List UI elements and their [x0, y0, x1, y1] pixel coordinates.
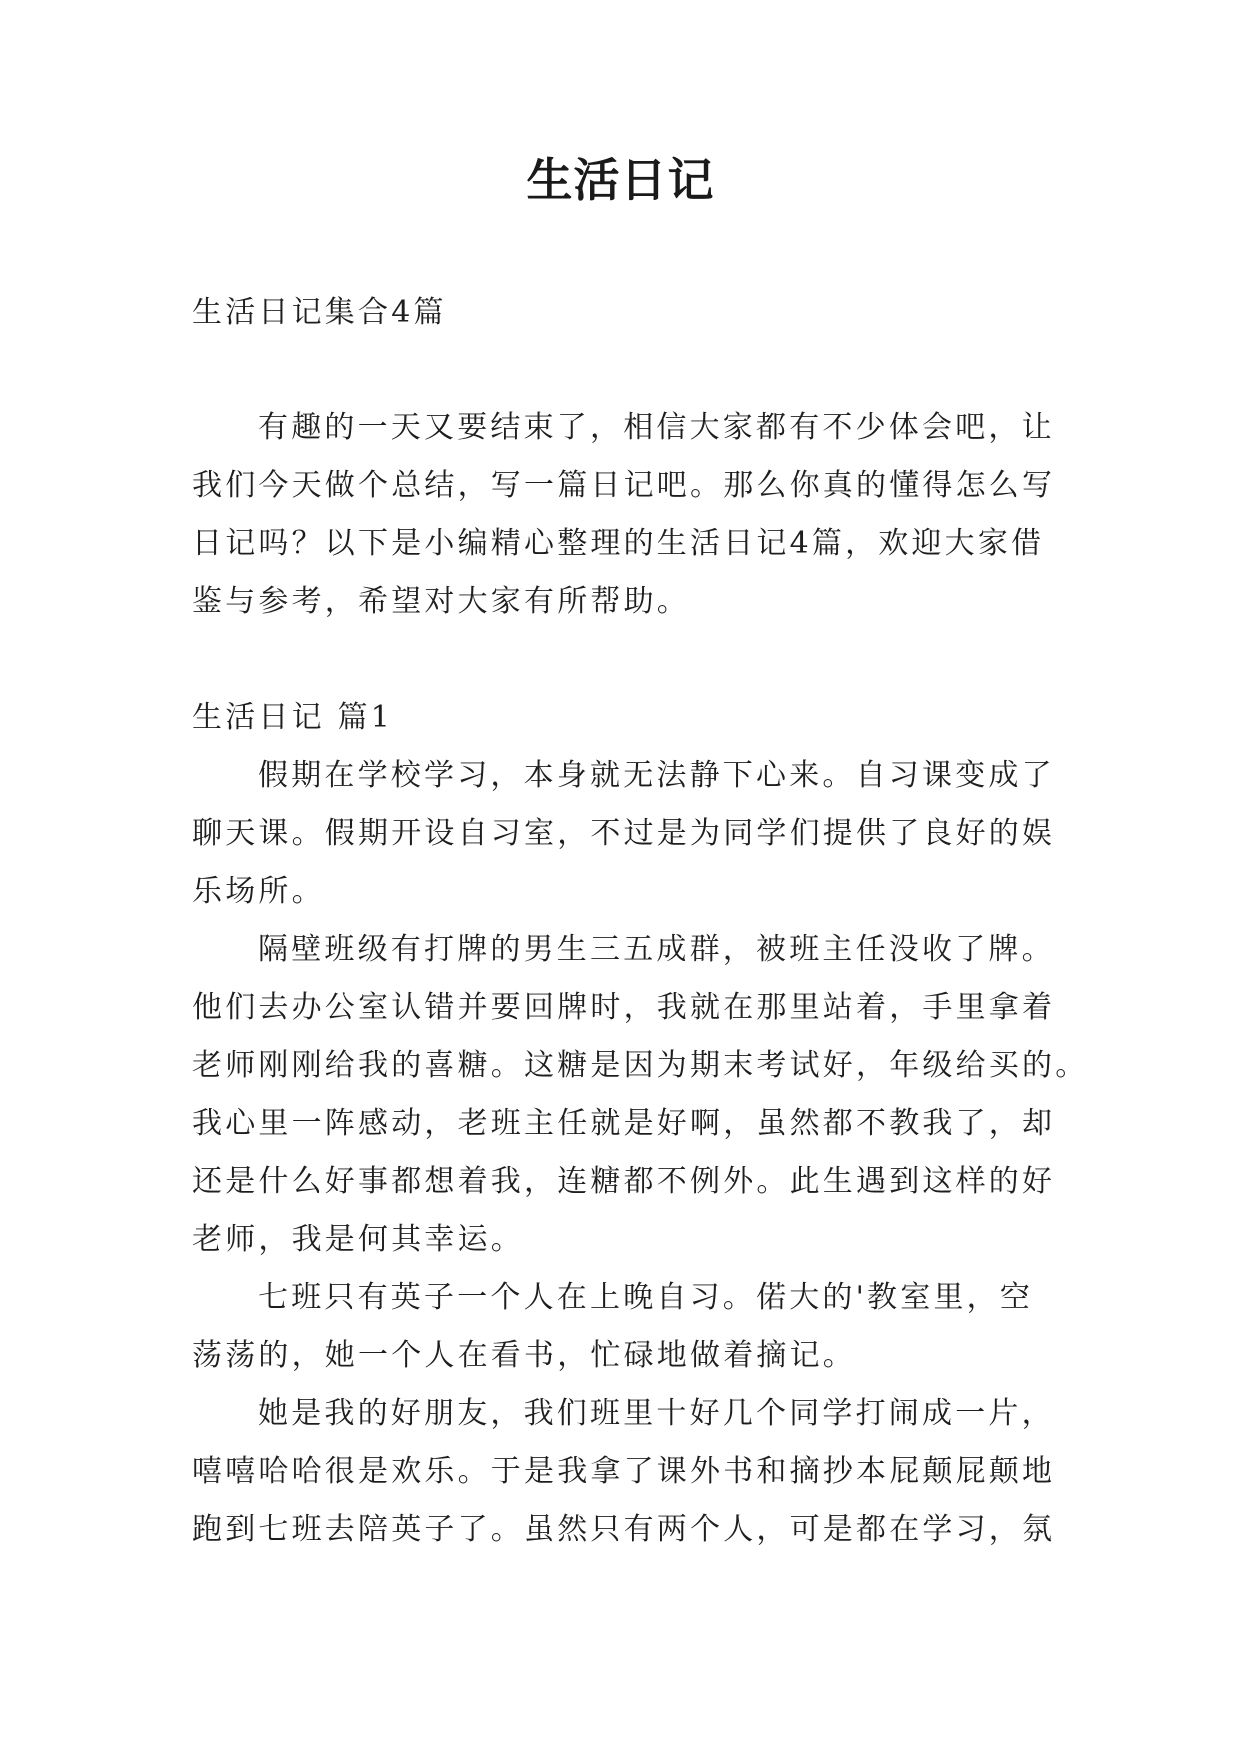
document-title: 生活日记 [526, 153, 715, 207]
intro-line: 我们今天做个总结，写一篇日记吧。那么你真的懂得怎么写 [192, 468, 1056, 503]
body-line: 嘻嘻哈哈很是欢乐。于是我拿了课外书和摘抄本屁颠屁颠地 [192, 1454, 1056, 1489]
body-line: 还是什么好事都想着我，连糖都不例外。此生遇到这样的好 [192, 1164, 1056, 1199]
intro-line: 鉴与参考，希望对大家有所帮助。 [192, 584, 690, 619]
document-subtitle: 生活日记集合4篇 [192, 295, 447, 330]
body-line: 七班只有英子一个人在上晚自习。偌大的'教室里，空 [258, 1280, 1034, 1315]
intro-line: 有趣的一天又要结束了，相信大家都有不少体会吧，让 [258, 410, 1055, 445]
body-line: 隔壁班级有打牌的男生三五成群，被班主任没收了牌。 [258, 932, 1055, 967]
body-line: 荡荡的，她一个人在看书，忙碌地做着摘记。 [192, 1338, 856, 1373]
body-line: 乐场所。 [192, 874, 325, 909]
body-line: 老师，我是何其幸运。 [192, 1222, 524, 1257]
section-heading: 生活日记 篇1 [192, 700, 394, 735]
body-line: 老师刚刚给我的喜糖。这糖是因为期末考试好，年级给买的。 [192, 1048, 1089, 1083]
body-line: 我心里一阵感动，老班主任就是好啊，虽然都不教我了，却 [192, 1106, 1056, 1141]
body-line: 聊天课。假期开设自习室，不过是为同学们提供了良好的娱 [192, 816, 1056, 851]
body-line: 她是我的好朋友，我们班里十好几个同学打闹成一片， [258, 1396, 1055, 1431]
body-line: 跑到七班去陪英子了。虽然只有两个人，可是都在学习，氛 [192, 1512, 1056, 1547]
body-line: 假期在学校学习，本身就无法静下心来。自习课变成了 [258, 758, 1055, 793]
body-line: 他们去办公室认错并要回牌时，我就在那里站着，手里拿着 [192, 990, 1056, 1025]
intro-line: 日记吗？以下是小编精心整理的生活日记4篇，欢迎大家借 [192, 526, 1045, 561]
